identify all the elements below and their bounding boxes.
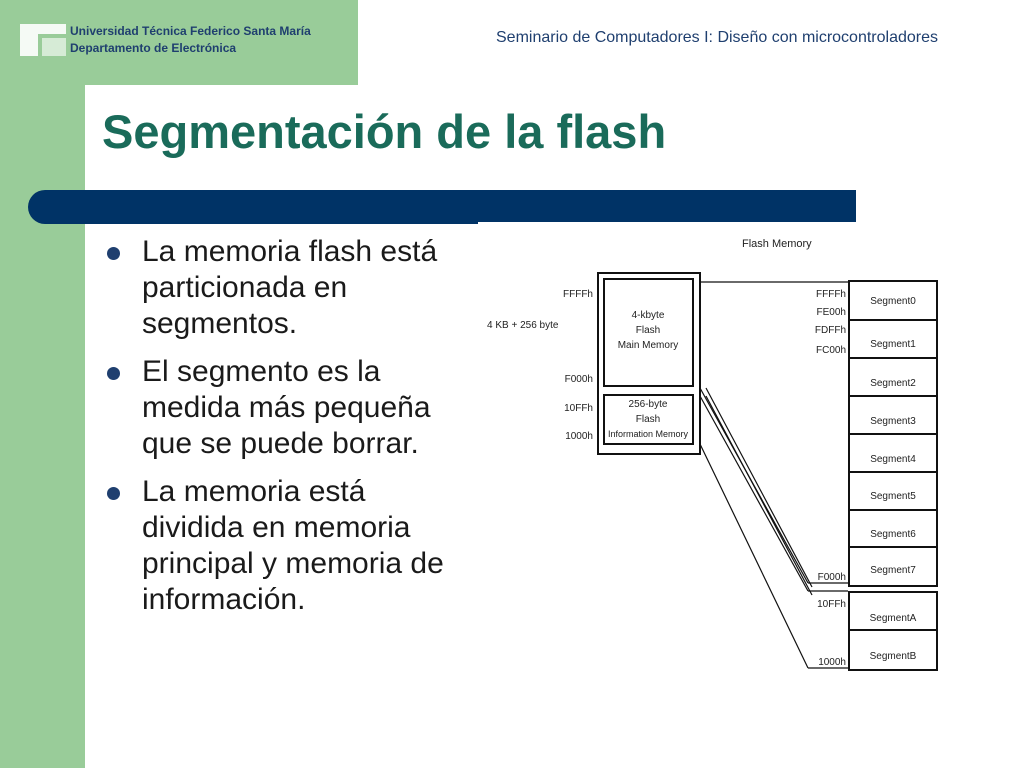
main-block-label: Main Memory: [617, 340, 679, 351]
left-green-band: [0, 0, 85, 768]
segment-address-label: FFFFh: [816, 289, 846, 300]
segment-address-label: F000h: [817, 572, 846, 583]
segment-label: Segment1: [870, 339, 916, 350]
segment-label: SegmentB: [869, 651, 917, 662]
title-underline-bar: [28, 190, 856, 224]
bullet-dot-icon: [107, 367, 120, 380]
flash-memory-diagram: [478, 222, 948, 677]
main-block-label: 4-kbyte: [631, 310, 665, 321]
info-block-label: Flash: [635, 414, 661, 425]
bullet-text: El segmento es la medida más pequeña que se puede borrar.: [142, 355, 431, 460]
address-label: 1000h: [565, 431, 593, 442]
segment-box: [849, 358, 937, 396]
bullet-item: [100, 234, 480, 342]
segment-label: Segment5: [870, 491, 916, 502]
address-label: 10FFh: [564, 403, 593, 414]
segment-box: [849, 592, 937, 630]
info-block-label: Information Memory: [607, 429, 689, 439]
bullet-dot-icon: [107, 487, 120, 500]
segment-label: Segment6: [870, 529, 916, 540]
diagram-heading: Flash Memory: [742, 238, 812, 250]
segment-box: [849, 396, 937, 434]
segment-label: Segment0: [870, 296, 916, 307]
segment-address-label: FDFFh: [814, 325, 846, 336]
segment-box: [849, 434, 937, 472]
bullet-text: La memoria está dividida en memoria principal y memoria de información.: [142, 475, 444, 616]
segment-box: [849, 630, 937, 670]
address-label: FFFFh: [563, 289, 593, 300]
bullet-list: [100, 234, 480, 634]
department-name: Departamento de Electrónica: [70, 41, 237, 55]
connector-line: [706, 388, 812, 587]
bullet-dot-icon: [107, 247, 120, 260]
segment-address-label: 10FFh: [817, 599, 846, 610]
segment-address-label: FC00h: [815, 345, 846, 356]
university-logo-icon: [18, 20, 68, 60]
slide-title: Segmentación de la flash: [102, 105, 667, 158]
address-label: F000h: [564, 374, 593, 385]
bullet-item: [100, 354, 480, 462]
connector-line: [700, 396, 808, 591]
main-block-label: Flash: [635, 325, 661, 336]
university-name: Universidad Técnica Federico Santa María: [70, 24, 311, 38]
segment-label: Segment7: [870, 565, 916, 576]
bullet-item: [100, 474, 480, 618]
memory-size-label: 4 KB + 256 byte: [487, 320, 559, 331]
segment-address-label: FE00h: [816, 307, 846, 318]
info-block-label: 256-byte: [628, 399, 668, 410]
segment-label: SegmentA: [869, 613, 917, 624]
segment-label: Segment2: [870, 378, 916, 389]
segment-label: Segment3: [870, 416, 916, 427]
segment-address-label: 1000h: [818, 657, 846, 668]
seminar-title: Seminario de Computadores I: Diseño con microcontroladores: [496, 29, 938, 46]
bullet-text: La memoria flash está particionada en segmentos.: [142, 235, 438, 340]
segment-label: Segment4: [870, 454, 916, 465]
